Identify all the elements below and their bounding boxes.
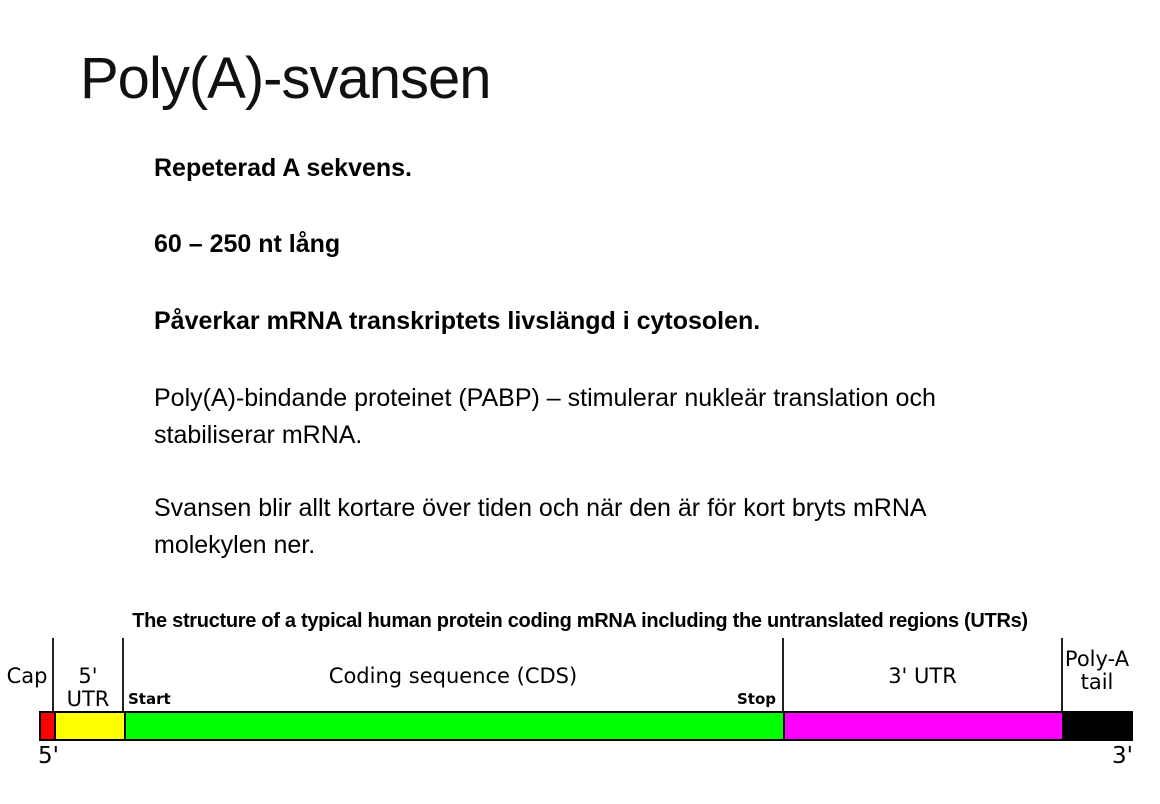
label-polya-line2: tail	[1080, 670, 1114, 694]
bullet-pabp: Poly(A)-bindande proteinet (PABP) – stimulerar nukleär translation och stabiliserar mRNA.	[154, 384, 936, 449]
label-cds: Coding sequence (CDS)	[328, 664, 578, 688]
bullet-lifespan: Påverkar mRNA transkriptets livslängd i cytosolen.	[154, 307, 761, 335]
segment-cap	[41, 713, 54, 739]
segment-cds	[124, 713, 783, 739]
slide-title: Poly(A)-svansen	[80, 46, 491, 111]
bullet-length: 60 – 250 nt lång	[154, 230, 341, 258]
diagram-title: The structure of a typical human protein coding mRNA including the untranslated regions (UTRs)	[132, 610, 1028, 632]
bullet-shortening: Svansen blir allt kortare över tiden och när den är för kort bryts mRNA molekylen ner.	[154, 494, 926, 559]
segment-5utr	[54, 713, 124, 739]
bullet-repeated-a-sequence: Repeterad A sekvens.	[154, 154, 412, 182]
label-polya-line1: Poly-A	[1064, 647, 1130, 671]
label-cap: Cap	[6, 664, 48, 688]
label-stop-codon: Stop	[736, 690, 776, 708]
segment-3utr	[783, 713, 1062, 739]
label-5utr: 5' UTR	[66, 664, 110, 711]
label-3-prime-end: 3'	[1112, 743, 1133, 769]
label-3utr: 3' UTR	[888, 664, 957, 688]
label-5-prime-end: 5'	[38, 743, 59, 769]
mrna-bar	[39, 711, 1133, 741]
mrna-structure-diagram	[0, 605, 1160, 804]
label-start-codon: Start	[128, 690, 171, 708]
label-polya-tail	[1060, 648, 1134, 694]
segment-polya-tail	[1062, 713, 1131, 739]
